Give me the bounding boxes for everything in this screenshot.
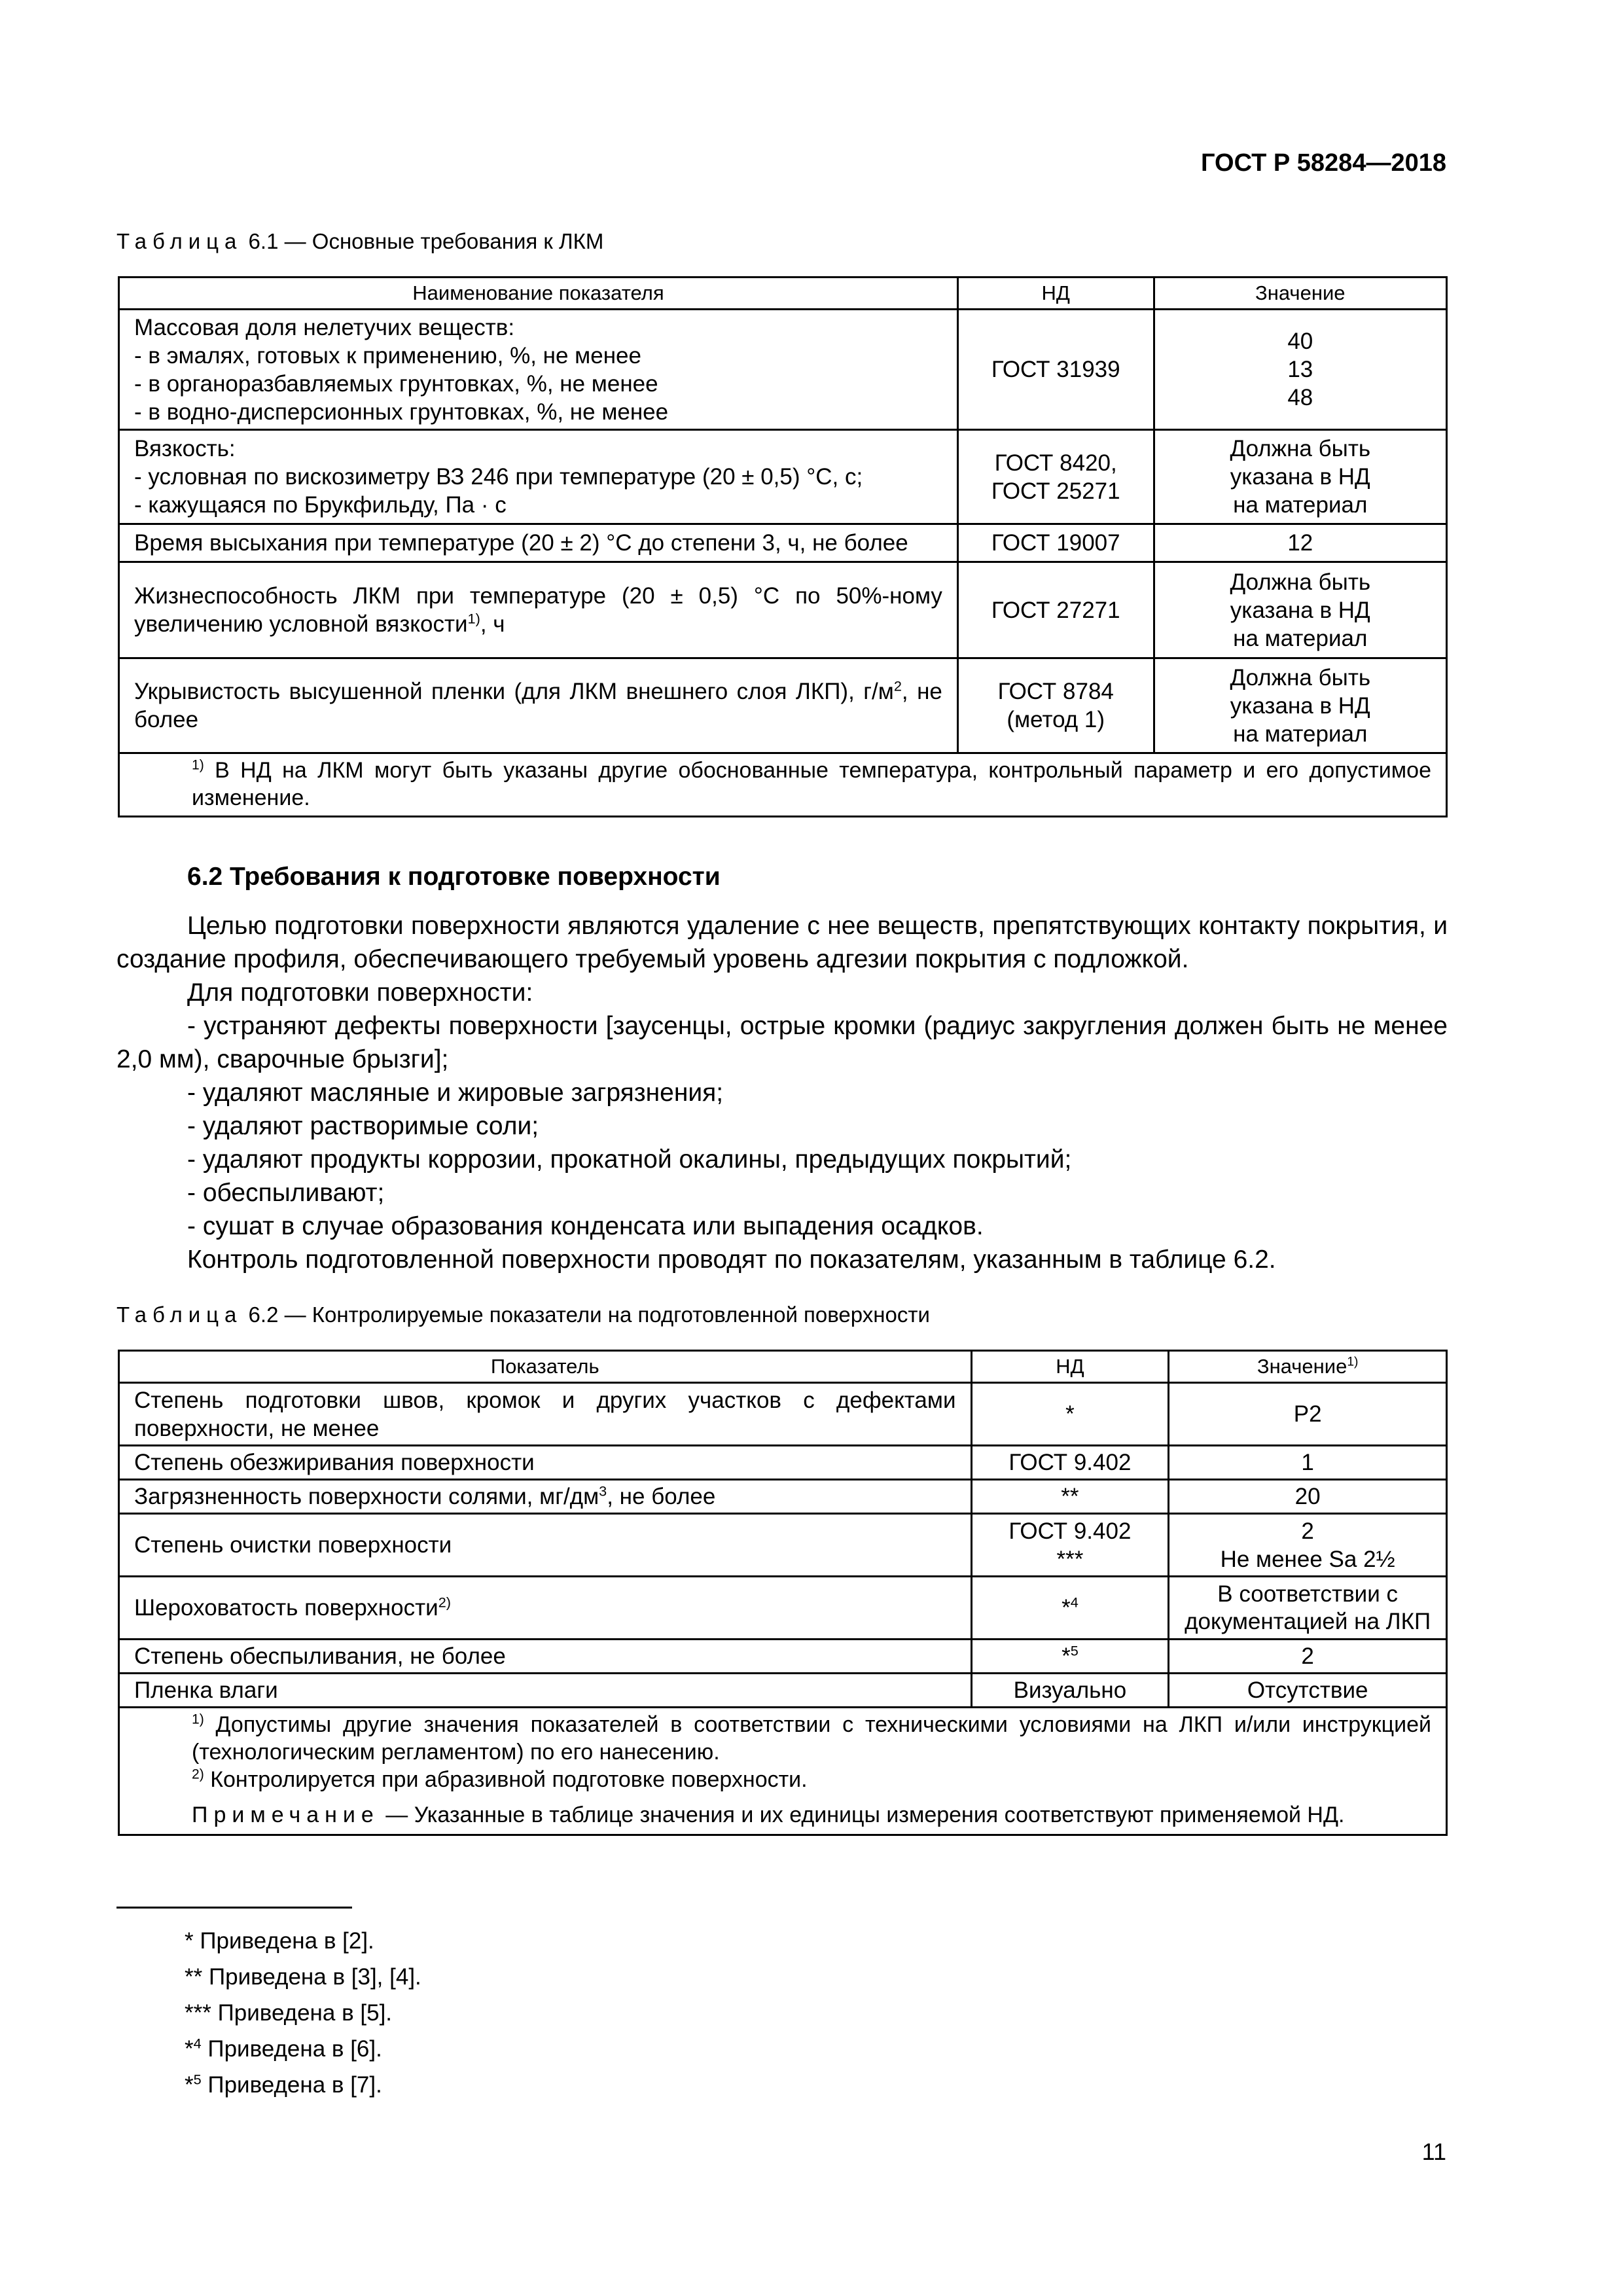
table-cell-name: Вязкость: - условная по вискозиметру ВЗ 246 при температуре (20 ± 0,5) °С, с; - кажущаяся по Брукфильду, Па · с: [119, 430, 958, 524]
section-title: 6.2 Требования к подготовке поверхности: [187, 863, 721, 891]
paragraph: - обеспыливают;: [187, 1179, 385, 1207]
table-cell-name: Жизнеспособность ЛКМ при температуре (20 ± 0,5) °С по 50%-ному увеличению условной вязкости$^{1)}$, ч: [119, 562, 958, 658]
table-cell-nd: *$^4$: [971, 1577, 1169, 1640]
footnote-item: ** Приведена в [3], [4].: [185, 1964, 421, 1990]
table-row: [119, 1674, 1447, 1708]
footnote-item: * Приведена в [2].: [185, 1928, 374, 1954]
table-row: [119, 658, 1447, 753]
table-cell-value: В соответствии с документацией на ЛКП: [1169, 1577, 1447, 1640]
table-cell-nd: ГОСТ 27271: [957, 562, 1154, 658]
table-cell-nd: ГОСТ 31939: [957, 310, 1154, 430]
table1-header-row: [119, 278, 1447, 310]
table-cell-value: 2 Не менее Sa 2½: [1169, 1514, 1447, 1577]
table2-header-cell: Значение$^{1)}$: [1169, 1351, 1447, 1383]
page-number: 11: [1421, 2138, 1446, 2165]
footnote-item: *$^5$ Приведена в [7].: [185, 2071, 382, 2098]
table-cell-name: Загрязненность поверхности солями, $мг/дм^3$, не более: [119, 1480, 972, 1514]
table1-footnote: $^{1)}$ В НД на ЛКМ могут быть указаны другие обоснованные температура, контрольный параметр и его допустимое изменение.: [119, 753, 1447, 817]
table-cell-value: Должна быть указана в НД на материал: [1154, 562, 1446, 658]
table-row: [119, 1480, 1447, 1514]
table-row: [119, 430, 1447, 524]
table2-caption: [116, 1302, 930, 1327]
table2-caption-word: Таблица: [116, 1302, 243, 1327]
table-cell-nd: *: [971, 1383, 1169, 1446]
page-footnotes: [185, 1923, 421, 2103]
table1: [118, 276, 1448, 817]
footnote-item: *** Приведена в [5].: [185, 2000, 393, 2026]
table1-caption-word: Таблица: [116, 229, 243, 253]
section-6-2: [116, 860, 1448, 1276]
paragraph: - удаляют продукты коррозии, прокатной окалины, предыдущих покрытий;: [187, 1145, 1072, 1174]
table-cell-value: Р2: [1169, 1383, 1447, 1446]
table-cell-nd: *$^5$: [971, 1640, 1169, 1674]
table-row: [119, 1446, 1447, 1480]
table-cell-value: Должна быть указана в НД на материал: [1154, 658, 1446, 753]
table2: [118, 1350, 1448, 1836]
table-cell-name: Степень очистки поверхности: [119, 1514, 972, 1577]
table-cell-nd: Визуально: [971, 1674, 1169, 1708]
document-id: ГОСТ Р 58284—2018: [1201, 149, 1446, 177]
table-cell-value: 20: [1169, 1480, 1447, 1514]
table1-header-cell: Наименование показателя: [119, 278, 958, 310]
table1-footnote-row: [119, 753, 1447, 817]
table-row: [119, 1577, 1447, 1640]
table1-header-cell: НД: [957, 278, 1154, 310]
table-cell-nd: ГОСТ 9.402 ***: [971, 1514, 1169, 1577]
table-cell-name: Укрывистость высушенной пленки (для ЛКМ внешнего слоя ЛКП), $г/м^2$, не более: [119, 658, 958, 753]
table-row: [119, 1640, 1447, 1674]
table2-footnotes: $^{1)}$ Допустимы другие значения показателей в соответствии с техническими условиями на ЛКП и/или инструкцией (технологическим регламентом) по его нанесению. $^{2)}$ Контролируется при абразивной подготовке поверхности. Примечание — Указанные в таблице значения и их единицы измерения соответствуют применяемой НД.: [119, 1708, 1447, 1835]
table-cell-name: Степень обезжиривания поверхности: [119, 1446, 972, 1480]
table-cell-value: Должна быть указана в НД на материал: [1154, 430, 1446, 524]
table1-caption: [116, 229, 603, 254]
table-cell-value: Отсутствие: [1169, 1674, 1447, 1708]
table-cell-name: Время высыхания при температуре (20 ± 2) °С до степени 3, ч, не более: [119, 524, 958, 562]
table-cell-value: 40 13 48: [1154, 310, 1446, 430]
paragraph: - устраняют дефекты поверхности [заусенцы, острые кромки (радиус закругления должен быть не менее 2,0 мм), сварочные брызги];: [116, 1012, 1448, 1073]
footnote-separator: [116, 1907, 352, 1909]
table-cell-value: 12: [1154, 524, 1446, 562]
table2-header-cell: НД: [971, 1351, 1169, 1383]
table-cell-name: Степень подготовки швов, кромок и других участков с дефектами поверхности, не менее: [119, 1383, 972, 1446]
paragraph: Контроль подготовленной поверхности проводят по показателям, указанным в таблице 6.2.: [187, 1246, 1276, 1274]
table-cell-nd: ГОСТ 8420, ГОСТ 25271: [957, 430, 1154, 524]
table-cell-value: 1: [1169, 1446, 1447, 1480]
table1-caption-text: 6.1 — Основные требования к ЛКМ: [242, 229, 604, 253]
table-cell-value: 2: [1169, 1640, 1447, 1674]
table-row: [119, 1383, 1447, 1446]
table2-caption-text: 6.2 — Контролируемые показатели на подготовленной поверхности: [242, 1302, 930, 1327]
table-row: [119, 1514, 1447, 1577]
table1-header-cell: Значение: [1154, 278, 1446, 310]
table-cell-name: Пленка влаги: [119, 1674, 972, 1708]
table-cell-nd: ГОСТ 9.402: [971, 1446, 1169, 1480]
table-cell-name: Степень обеспыливания, не более: [119, 1640, 972, 1674]
paragraph: - сушат в случае образования конденсата или выпадения осадков.: [187, 1212, 984, 1240]
table-cell-name: Шероховатость поверхности$^{2)}$: [119, 1577, 972, 1640]
table2-header-row: [119, 1351, 1447, 1383]
table2-header-cell: Показатель: [119, 1351, 972, 1383]
footnote-item: *$^4$ Приведена в [6].: [185, 2035, 382, 2062]
paragraph: Для подготовки поверхности:: [187, 978, 533, 1007]
table-cell-name: Массовая доля нелетучих веществ: - в эмалях, готовых к применению, %, не менее - в органоразбавляемых грунтовках, %, не менее - в водно-дисперсионных грунтовках, %, не менее: [119, 310, 958, 430]
paragraph: - удаляют масляные и жировые загрязнения;: [187, 1079, 724, 1107]
table2-footnote-row: [119, 1708, 1447, 1835]
table-cell-nd: ГОСТ 8784 (метод 1): [957, 658, 1154, 753]
table-row: [119, 310, 1447, 430]
table-cell-nd: ГОСТ 19007: [957, 524, 1154, 562]
table-row: [119, 524, 1447, 562]
paragraph: Целью подготовки поверхности являются удаление с нее веществ, препятствующих контакту покрытия, и создание профиля, обеспечивающего требуемый уровень адгезии покрытия с подложкой.: [116, 912, 1448, 973]
table2-note: Примечание — Указанные в таблице значения и их единицы измерения соответствуют применяемой НД.: [192, 1803, 1345, 1827]
paragraph: - удаляют растворимые соли;: [187, 1112, 539, 1140]
table-cell-nd: **: [971, 1480, 1169, 1514]
table-row: [119, 562, 1447, 658]
